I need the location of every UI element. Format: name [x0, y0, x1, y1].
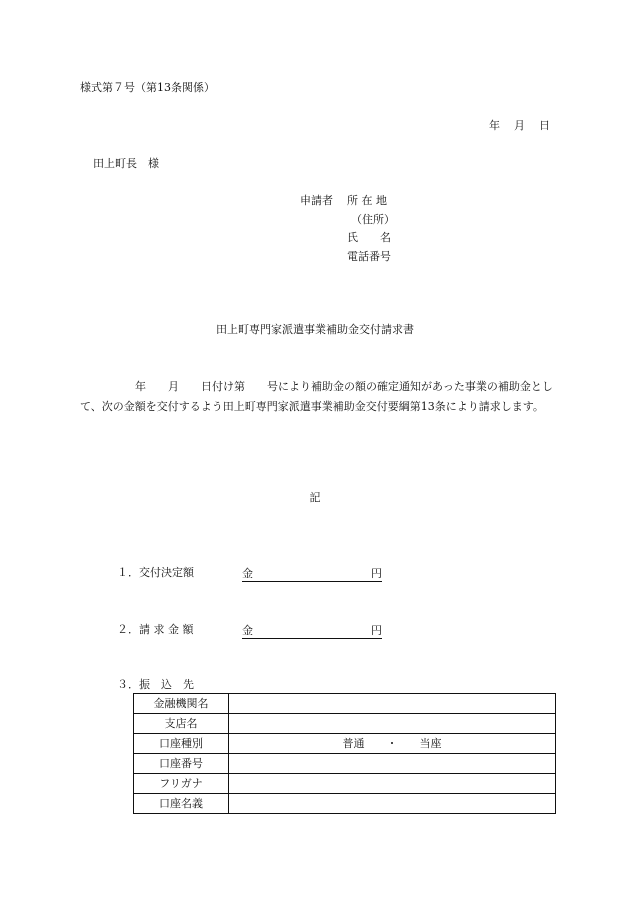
table-row: [134, 754, 556, 774]
account-number-label: 口座番号: [134, 754, 229, 774]
amount-unit: 円: [371, 624, 382, 637]
item-request-amount: [117, 622, 194, 638]
table-row: [134, 694, 556, 714]
table-row: [134, 734, 556, 754]
form-number: 様式第７号（第13条関係）: [80, 81, 215, 94]
applicant-phone-label: 電話番号: [347, 250, 391, 263]
table-row: [134, 774, 556, 794]
applicant-residence-label: （住所）: [351, 213, 395, 226]
amount-prefix: 金: [242, 567, 253, 580]
account-type-field[interactable]: 普通 ・ 当座: [229, 734, 556, 754]
item-grant-amount: [117, 565, 194, 581]
account-holder-label: 口座名義: [134, 794, 229, 814]
item-transfer-destination: [117, 677, 194, 693]
date-month: 月: [514, 119, 525, 132]
applicant-name-label: 氏 名: [347, 231, 391, 244]
account-holder-field[interactable]: [229, 794, 556, 814]
request-amount-field[interactable]: [242, 622, 382, 639]
furigana-field[interactable]: [229, 774, 556, 794]
table-row: [134, 714, 556, 734]
document-body: 年 月 日付け第 号により補助金の額の確定通知があった事業の補助金として、次の金額を交付するよう田上町専門家派遣事業補助金交付要綱第13条により請求します。: [80, 380, 553, 413]
item-label: 振 込 先: [139, 678, 194, 691]
account-number-field[interactable]: [229, 754, 556, 774]
item-label: 交付決定額: [139, 566, 194, 579]
bank-account-table: [133, 693, 556, 814]
date-day: 日: [539, 119, 550, 132]
bank-name-label: 金融機関名: [134, 694, 229, 714]
item-number: １．: [117, 566, 139, 579]
grant-amount-field[interactable]: [242, 565, 382, 582]
furigana-label: フリガナ: [134, 774, 229, 794]
branch-name-field[interactable]: [229, 714, 556, 734]
item-label: 請 求 金 額: [139, 623, 194, 636]
addressee: 田上町長 様: [93, 157, 159, 170]
item-number: ２．: [117, 623, 139, 636]
date-line: [489, 118, 550, 134]
item-number: ３．: [117, 678, 139, 691]
account-type-label: 口座種別: [134, 734, 229, 754]
amount-prefix: 金: [242, 624, 253, 637]
document-title: 田上町専門家派遣事業補助金交付請求書: [216, 323, 414, 336]
applicant-label: 申請者: [300, 194, 333, 207]
ki-heading: 記: [309, 491, 321, 504]
applicant-address-label: 所 在 地: [347, 194, 387, 207]
table-row: [134, 794, 556, 814]
date-year: 年: [489, 119, 500, 132]
branch-name-label: 支店名: [134, 714, 229, 734]
amount-unit: 円: [371, 567, 382, 580]
bank-name-field[interactable]: [229, 694, 556, 714]
